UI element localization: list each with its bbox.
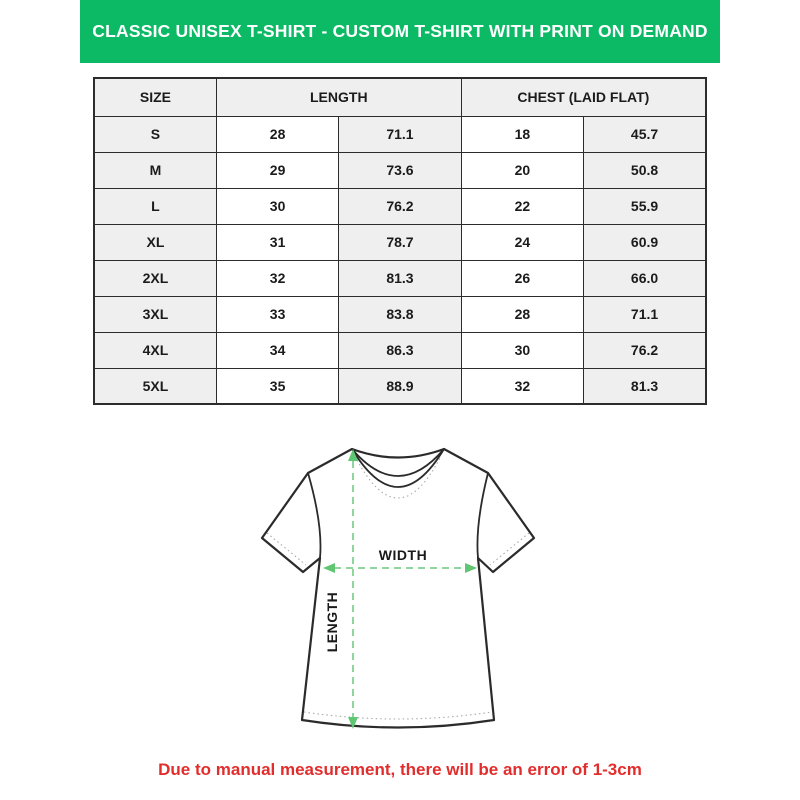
length-in-cell: 33 [216,296,338,332]
table-row [94,332,706,368]
width-label: WIDTH [378,547,428,563]
chest-cm-cell: 45.7 [584,116,706,152]
length-in-cell: 29 [216,152,338,188]
size-cell: L [94,188,216,224]
chest-in-cell: 18 [461,116,583,152]
length-in-cell: 34 [216,332,338,368]
size-cell: 5XL [94,368,216,404]
title-banner [80,0,720,63]
table-row [94,260,706,296]
length-cm-cell: 86.3 [339,332,461,368]
table-row [94,368,706,404]
length-cm-cell: 78.7 [339,224,461,260]
length-cm-cell: 83.8 [339,296,461,332]
size-cell: XL [94,224,216,260]
chest-cm-cell: 60.9 [584,224,706,260]
header-row [94,78,706,116]
length-in-cell: 35 [216,368,338,404]
chest-cm-cell: 66.0 [584,260,706,296]
table-row [94,188,706,224]
chest-in-cell: 24 [461,224,583,260]
size-cell: 2XL [94,260,216,296]
chest-in-cell: 32 [461,368,583,404]
tshirt-outline [262,449,534,728]
size-cell: S [94,116,216,152]
length-cm-cell: 81.3 [339,260,461,296]
chest-in-cell: 22 [461,188,583,224]
header-size: SIZE [94,78,216,116]
length-in-cell: 28 [216,116,338,152]
size-cell: 4XL [94,332,216,368]
header-length: LENGTH [216,78,461,116]
length-cm-cell: 88.9 [339,368,461,404]
chest-in-cell: 20 [461,152,583,188]
length-in-cell: 31 [216,224,338,260]
tshirt-diagram [240,430,560,750]
chest-in-cell: 28 [461,296,583,332]
size-chart-table [93,77,707,405]
chest-in-cell: 30 [461,332,583,368]
chest-cm-cell: 50.8 [584,152,706,188]
measurement-error-note: Due to manual measurement, there will be an error of 1-3cm [158,760,642,779]
chest-cm-cell: 55.9 [584,188,706,224]
size-cell: M [94,152,216,188]
chest-cm-cell: 76.2 [584,332,706,368]
header-chest: CHEST (LAID FLAT) [461,78,706,116]
page-title: CLASSIC UNISEX T-SHIRT - CUSTOM T-SHIRT WITH PRINT ON DEMAND [92,21,708,41]
table-row [94,224,706,260]
length-label: LENGTH [324,591,340,653]
length-in-cell: 32 [216,260,338,296]
length-cm-cell: 76.2 [339,188,461,224]
chest-cm-cell: 71.1 [584,296,706,332]
table-row [94,116,706,152]
length-cm-cell: 71.1 [339,116,461,152]
chest-in-cell: 26 [461,260,583,296]
size-cell: 3XL [94,296,216,332]
length-in-cell: 30 [216,188,338,224]
length-cm-cell: 73.6 [339,152,461,188]
table-row [94,296,706,332]
chest-cm-cell: 81.3 [584,368,706,404]
table-row [94,152,706,188]
